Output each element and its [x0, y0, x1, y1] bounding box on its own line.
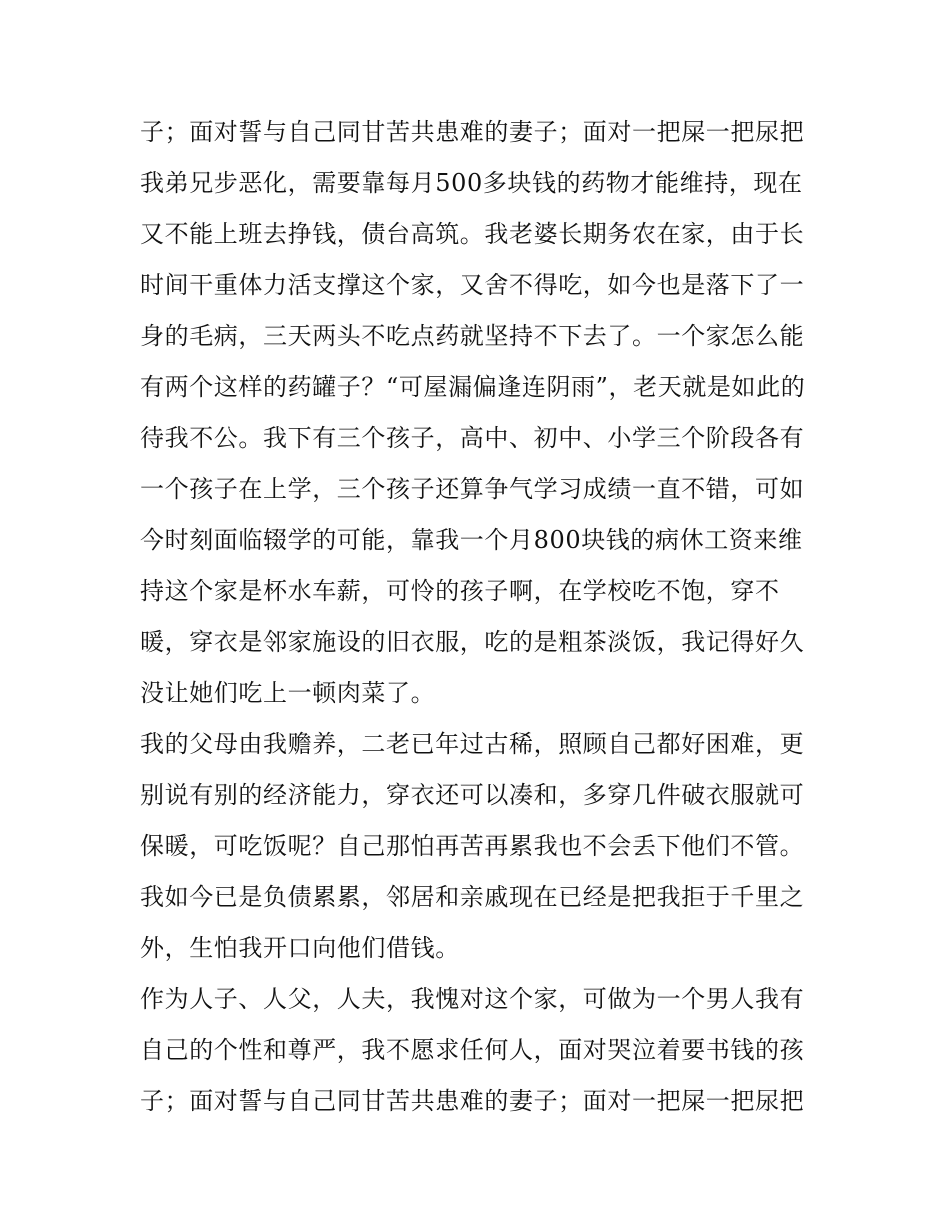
- text-line: 时间干重体力活支撑这个家，又舍不得吃，如今也是落下了一: [140, 271, 805, 299]
- text-line: 没让她们吃上一顿肉菜了。: [140, 679, 436, 707]
- text-line: 待我不公。我下有三个孩子，高中、初中、小学三个阶段各有: [140, 424, 805, 452]
- text-line: 一个孩子在上学，三个孩子还算争气学习成绩一直不错，可如: [140, 475, 805, 503]
- text-line: 我弟兄步恶化，需要靠每月500多块钱的药物才能维持，现在: [140, 169, 803, 197]
- body-text: [140, 112, 820, 1132]
- text-line: 作为人子、人父，人夫，我愧对这个家，可做为一个男人我有: [140, 985, 805, 1013]
- text-line: 子；面对誓与自己同甘苦共患难的妻子；面对一把屎一把尿把: [140, 1087, 805, 1115]
- text-line: 有两个这样的药罐子？“可屋漏偏逢连阴雨”，老天就是如此的: [140, 373, 806, 401]
- text-line: 别说有别的经济能力，穿衣还可以凑和，多穿几件破衣服就可: [140, 781, 805, 809]
- text-line: 今时刻面临辍学的可能，靠我一个月800块钱的病休工资来维: [140, 526, 803, 554]
- text-line: 自己的个性和尊严，我不愿求任何人，面对哭泣着要书钱的孩: [140, 1036, 805, 1064]
- text-line: 保暖，可吃饭呢？自己那怕再苦再累我也不会丢下他们不管。: [140, 832, 805, 860]
- text-line: 持这个家是杯水车薪，可怜的孩子啊，在学校吃不饱，穿不: [140, 577, 780, 605]
- text-line: 我如今已是负债累累，邻居和亲戚现在已经是把我拒于千里之: [140, 883, 805, 911]
- text-line: 身的毛病，三天两头不吃点药就坚持不下去了。一个家怎么能: [140, 322, 805, 350]
- text-line: 外，生怕我开口向他们借钱。: [140, 934, 460, 962]
- text-line: 我的父母由我赡养，二老已年过古稀，照顾自己都好困难，更: [140, 730, 805, 758]
- text-line: 子；面对誓与自己同甘苦共患难的妻子；面对一把屎一把尿把: [140, 118, 805, 146]
- text-line: 暖，穿衣是邻家施设的旧衣服，吃的是粗茶淡饭，我记得好久: [140, 628, 805, 656]
- text-line: 又不能上班去挣钱，债台高筑。我老婆长期务农在家，由于长: [140, 220, 805, 248]
